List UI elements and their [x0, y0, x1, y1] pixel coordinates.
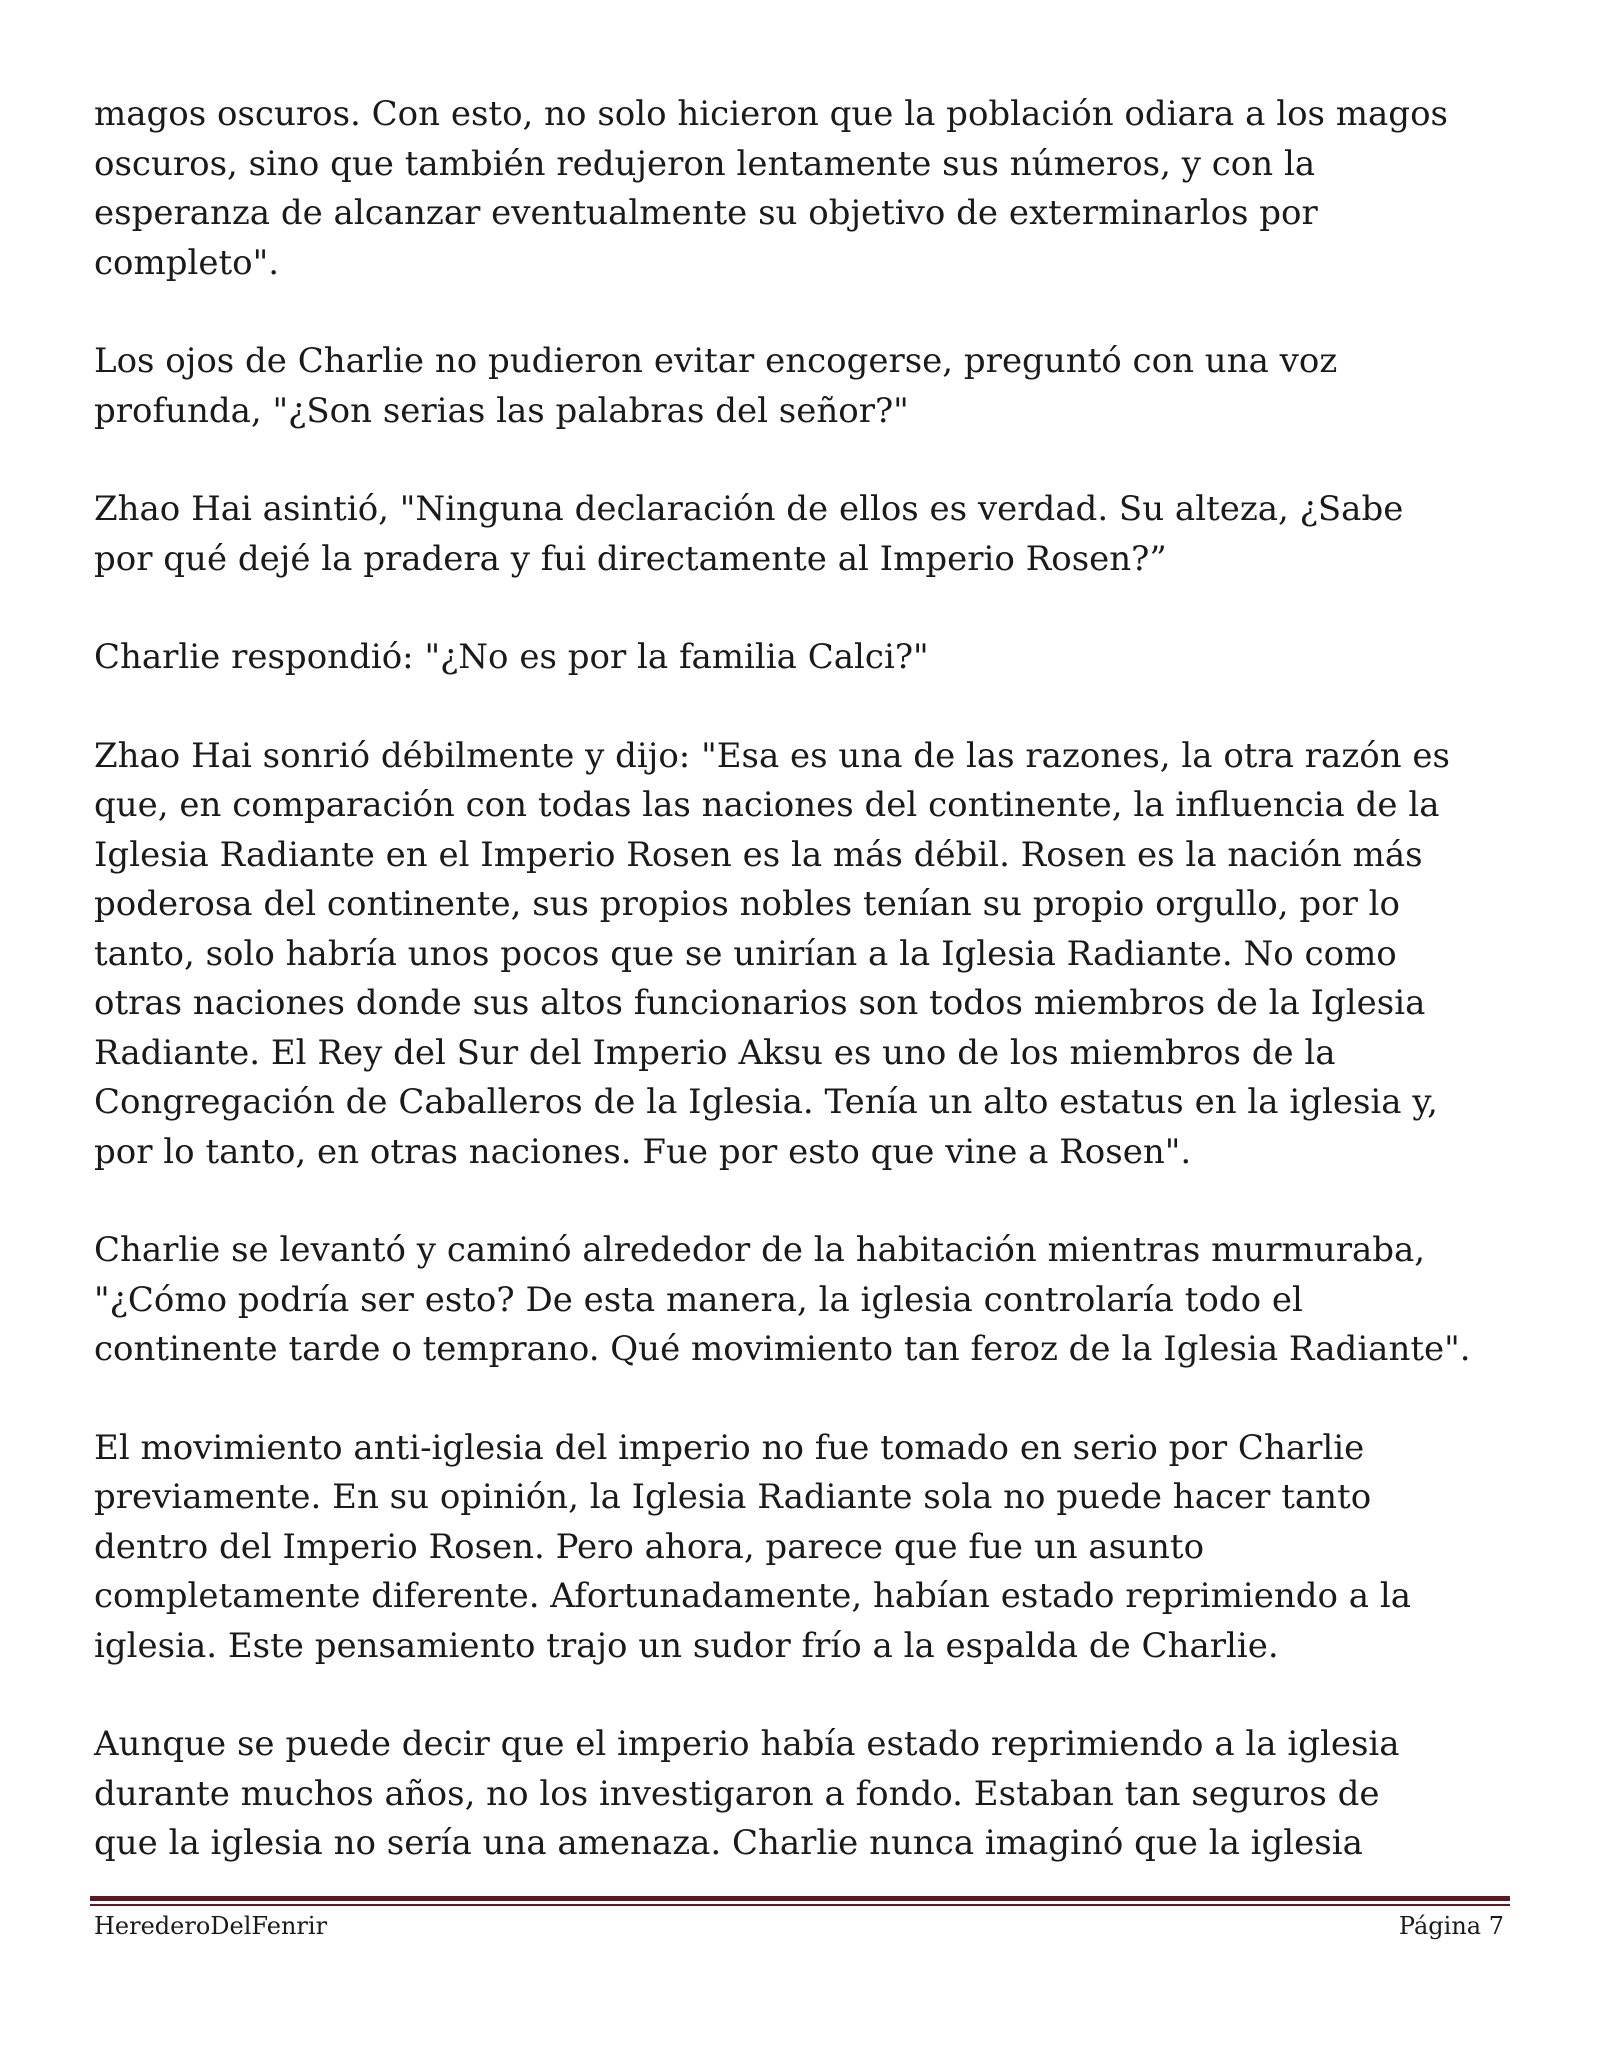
paragraph — [94, 485, 1524, 584]
footer-rule — [90, 1896, 1510, 1906]
text-line: Aunque se puede decir que el imperio había estado reprimiendo a la iglesia — [94, 1724, 1400, 1764]
footer-rule-thick — [90, 1896, 1510, 1901]
paragraph — [94, 90, 1524, 288]
text-line: El movimiento anti-iglesia del imperio no fue tomado en serio por Charlie — [94, 1427, 1365, 1468]
footer-rule-thin — [90, 1904, 1510, 1906]
paragraph — [94, 1424, 1524, 1672]
text-line: profunda, "¿Son serias las palabras del señor?" — [94, 390, 909, 431]
text-line: Charlie respondió: "¿No es por la familia Calci?" — [94, 637, 929, 677]
paragraph — [94, 1226, 1524, 1375]
text-line: poderosa del continente, sus propios nobles tenían su propio orgullo, por lo — [94, 884, 1400, 924]
text-line: dentro del Imperio Rosen. Pero ahora, parece que fue un asunto — [94, 1526, 1205, 1567]
text-line: otras naciones donde sus altos funcionarios son todos miembros de la Iglesia — [94, 983, 1426, 1023]
paragraph — [94, 732, 1524, 1178]
text-line: Charlie se levantó y caminó alrededor de la habitación mientras murmuraba, — [94, 1230, 1426, 1270]
footer-author: HerederoDelFenrir — [94, 1912, 328, 1940]
text-line: tanto, solo habría unos pocos que se unirían a la Iglesia Radiante. No como — [94, 933, 1397, 974]
text-line: previamente. En su opinión, la Iglesia Radiante sola no puede hacer tanto — [94, 1477, 1372, 1517]
text-line: Radiante. El Rey del Sur del Imperio Aksu es uno de los miembros de la — [94, 1032, 1336, 1073]
text-line: magos oscuros. Con esto, no solo hicieron que la población odiara a los magos — [94, 94, 1448, 134]
text-line: iglesia. Este pensamiento trajo un sudor frío a la espalda de Charlie. — [94, 1625, 1279, 1666]
text-line: Zhao Hai asintió, "Ninguna declaración de ellos es verdad. Su alteza, ¿Sabe — [94, 489, 1404, 529]
text-line: esperanza de alcanzar eventualmente su objetivo de exterminarlos por — [94, 193, 1318, 233]
text-line: por lo tanto, en otras naciones. Fue por esto que vine a Rosen". — [94, 1131, 1192, 1172]
footer-page-number: Página 7 — [1398, 1912, 1504, 1940]
paragraph — [94, 1720, 1524, 1869]
text-line: oscuros, sino que también redujeron lentamente sus números, y con la — [94, 143, 1316, 184]
paragraph — [94, 633, 1524, 683]
text-line: "¿Cómo podría ser esto? De esta manera, la iglesia controlaría todo el — [94, 1279, 1303, 1320]
text-line: Zhao Hai sonrió débilmente y dijo: "Esa es una de las razones, la otra razón es — [94, 735, 1450, 776]
text-line: que la iglesia no sería una amenaza. Charlie nunca imaginó que la iglesia — [94, 1823, 1363, 1863]
text-line: durante muchos años, no los investigaron a fondo. Estaban tan seguros de — [94, 1773, 1380, 1814]
text-line: Congregación de Caballeros de la Iglesia. Tenía un alto estatus en la iglesia y, — [94, 1082, 1438, 1122]
text-line: Los ojos de Charlie no pudieron evitar encogerse, preguntó con una voz — [94, 341, 1338, 381]
text-line: completo". — [94, 242, 280, 283]
text-line: que, en comparación con todas las naciones del continente, la influencia de la — [94, 785, 1440, 825]
text-line: Iglesia Radiante en el Imperio Rosen es la más débil. Rosen es la nación más — [94, 834, 1423, 875]
text-line: por qué dejé la pradera y fui directamente al Imperio Rosen?” — [94, 538, 1167, 579]
text-line: completamente diferente. Afortunadamente, habían estado reprimiendo a la — [94, 1576, 1411, 1616]
text-line: continente tarde o temprano. Qué movimiento tan feroz de la Iglesia Radiante". — [94, 1329, 1471, 1369]
page-body — [94, 90, 1524, 1869]
paragraph — [94, 337, 1524, 436]
